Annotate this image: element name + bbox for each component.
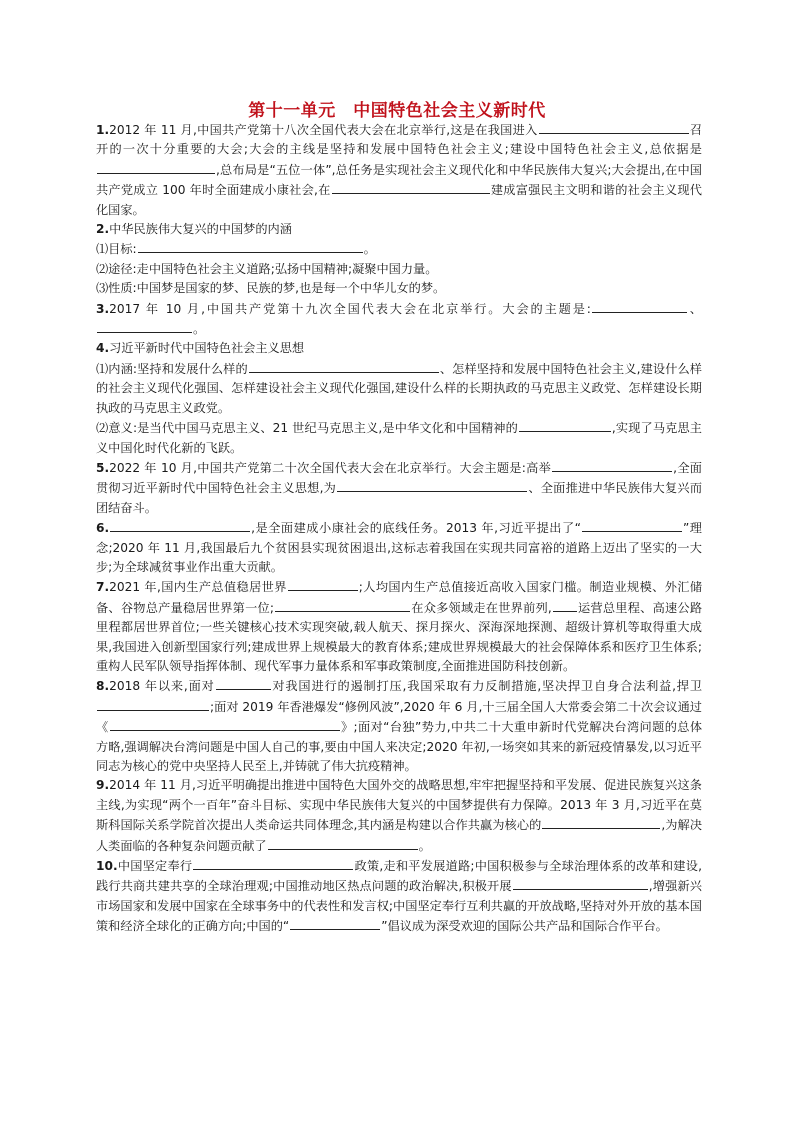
- answer-blank[interactable]: [539, 120, 689, 134]
- answer-blank[interactable]: [268, 836, 418, 850]
- question-text: 。: [193, 322, 206, 337]
- question-7: [96, 577, 702, 676]
- question-5: [96, 458, 702, 518]
- answer-blank[interactable]: [97, 319, 192, 333]
- question-number: 2.: [96, 222, 110, 237]
- question-number: 10.: [96, 859, 118, 874]
- question-number: 3.: [96, 301, 110, 316]
- question-text: ⑵意义:是当代中国马克思主义、21 世纪马克思主义,是中华文化和中国精神的: [96, 421, 518, 436]
- answer-blank[interactable]: [290, 916, 380, 930]
- answer-blank[interactable]: [513, 876, 648, 890]
- answer-blank[interactable]: [582, 518, 682, 532]
- answer-blank[interactable]: [216, 676, 271, 690]
- question-number: 7.: [96, 580, 110, 595]
- question-number: 6.: [96, 521, 110, 536]
- answer-blank[interactable]: [542, 815, 660, 829]
- question-text: 2014 年 11 月,习近平明确提出推进中国特色大国外交的战略思想,牢牢把握坚持和平发展、促进民族复兴这条主线,为实现“两个一百年”奋斗目标、实现中华民族伟大复兴的中国梦提供有力保障。2013 年 3 月,习近平在莫斯科国际关系学院首次提出人类命运共同体理念,其内涵是构建以合作共赢为核心的: [96, 778, 702, 833]
- answer-blank[interactable]: [592, 299, 687, 313]
- question-text: 。: [363, 242, 376, 257]
- question-text: 对我国进行的遏制打压,我国采取有力反制措施,坚决捍卫自身合法利益,捍卫: [271, 679, 703, 694]
- answer-blank[interactable]: [552, 458, 672, 472]
- question-number: 1.: [96, 123, 110, 137]
- question-text: 习近平新时代中国特色社会主义思想: [109, 341, 305, 356]
- question-text: ,为解决人类面临的各种复杂问题贡献了: [96, 818, 703, 853]
- page-title: 第十一单元 中国特色社会主义新时代: [248, 101, 546, 121]
- question-10: [96, 856, 702, 937]
- question-text: 建成富强民主文明和谐的社会主义现代化国家。: [96, 183, 702, 217]
- question-2-a: [96, 239, 702, 259]
- question-text: ,总布局是“五位一体”,总任务是实现社会主义现代化和中华民族伟大复兴;大会提出,在中国共产党成立 100 年时全面建成小康社会,在: [96, 162, 702, 198]
- question-text: 、: [687, 301, 702, 316]
- question-text: 》;面对“台独”势力,中共二十大重申新时代党解决台湾问题的总体方略,强调解决台湾问题是中国人自己的事,要由中国人来决定;2020 年初,一场突如其来的新冠疫情暴发,以习近平同志为核心的党中央坚持人民至上,并铸就了伟大抗疫精神。: [96, 720, 703, 773]
- question-text: 2017 年 10 月,中国共产党第十九次全国代表大会在北京举行。大会的主题是:: [109, 301, 591, 316]
- answer-blank[interactable]: [332, 180, 490, 194]
- question-text: ,是全面建成小康社会的底线任务。2013 年,习近平提出了“: [251, 521, 581, 536]
- question-number: 9.: [96, 778, 110, 793]
- question-list: [96, 120, 702, 937]
- answer-blank[interactable]: [193, 856, 353, 870]
- question-text: 、全面推进中华民族伟大复兴而团结奋斗。: [96, 481, 703, 515]
- question-2-c: ⑶性质:中国梦是国家的梦、民族的梦,也是每一个中华儿女的梦。: [96, 281, 446, 296]
- answer-blank[interactable]: [553, 598, 577, 612]
- answer-blank[interactable]: [288, 577, 358, 591]
- answer-blank[interactable]: [110, 717, 340, 731]
- question-text: 2022 年 10 月,中国共产党第二十次全国代表大会在北京举行。大会主题是:高举: [109, 460, 552, 475]
- question-text: 2018 年以来,面对: [109, 679, 215, 694]
- answer-blank[interactable]: [519, 418, 611, 432]
- answer-blank[interactable]: [275, 598, 410, 612]
- question-8: [96, 676, 702, 776]
- question-text: 运营总里程、高速公路里程都居世界首位;一些关键核心技术实现突破,载人航天、探月探火、深海深地探测、超级计算机等取得重大成果,我国进入创新型国家行列;建成世界上规模最大的教育体系;建成世界规模最大的社会保障体系和医疗卫生体系;重构人民军队领导指挥体制、现代军事力量体系和军事政策制度,全面推进国防科技创新。: [96, 600, 703, 673]
- question-number: 5.: [96, 460, 110, 475]
- question-text: 2012 年 11 月,中国共产党第十八次全国代表大会在北京举行,这是在我国进入: [109, 123, 538, 137]
- question-text: ;人均国内生产总值接近高收入国家门槛。制造业规模、外汇储备、谷物总产量稳居世界第一位;: [96, 580, 703, 615]
- question-2: [96, 220, 702, 239]
- question-text: 中华民族伟大复兴的中国梦的内涵: [109, 222, 292, 237]
- question-text: 、怎样坚持和发展中国特色社会主义,建设什么样的社会主义现代化强国、怎样建设社会主义现代化强国,建设什么样的长期执政的马克思主义政党、怎样建设长期执政的马克思主义政党。: [96, 361, 702, 415]
- question-1: [96, 120, 702, 220]
- answer-blank[interactable]: [138, 239, 363, 253]
- answer-blank[interactable]: [249, 359, 439, 373]
- question-6: [96, 518, 702, 577]
- question-number: 8.: [96, 679, 110, 694]
- question-text: 政策,走和平发展道路;中国积极参与全球治理体系的改革和建设,践行共商共建共享的全球治理观;中国推动地区热点问题的政治解决,积极开展: [96, 859, 703, 894]
- question-text: ;面对 2019 年香港爆发“修例风波”,2020 年 6 月,十三届全国人大常委会第二十次会议通过《: [96, 699, 702, 735]
- question-text: 。: [418, 838, 431, 853]
- question-text: ”倡议成为深受欢迎的国际公共产品和国际合作平台。: [381, 919, 668, 934]
- question-text: ,实现了马克思主义中国化时代化新的飞跃。: [96, 421, 702, 455]
- question-4: [96, 339, 702, 358]
- question-9: [96, 776, 702, 856]
- question-number: 4.: [96, 341, 110, 356]
- answer-blank[interactable]: [97, 697, 209, 711]
- question-3: [96, 299, 702, 340]
- question-text: ”理念;2020 年 11 月,我国最后九个贫困县实现贫困退出,这标志着我国在实现共同富裕的道路上迈出了坚实的一大步;为全球减贫事业作出重大贡献。: [96, 521, 702, 574]
- question-text: 中国坚定奉行: [117, 859, 193, 874]
- question-4-a: [96, 359, 702, 418]
- question-text: ,增强新兴市场国家和发展中国家在全球事务中的代表性和发言权;中国坚定奉行互利共赢的开放战略,坚持对外开放的基本国策和经济全球化的正确方向;中国的“: [96, 879, 702, 934]
- question-4-b: [96, 418, 702, 458]
- question-text: 在众多领域走在世界前列,: [411, 600, 552, 615]
- question-text: 召开的一次十分重要的大会;大会的主线是坚持和发展中国特色社会主义;建设中国特色社会主义,总依据是: [96, 123, 703, 157]
- answer-blank[interactable]: [110, 518, 250, 532]
- answer-blank[interactable]: [97, 160, 215, 174]
- answer-blank[interactable]: [337, 478, 527, 492]
- question-text: ⑴目标:: [96, 242, 137, 257]
- question-text: 2021 年,国内生产总值稳居世界: [109, 580, 287, 595]
- question-text: ,全面贯彻习近平新时代中国特色社会主义思想,为: [96, 460, 702, 496]
- question-2-b: ⑵途径:走中国特色社会主义道路;弘扬中国精神;凝聚中国力量。: [96, 261, 438, 276]
- question-text: ⑴内涵:坚持和发展什么样的: [96, 361, 248, 376]
